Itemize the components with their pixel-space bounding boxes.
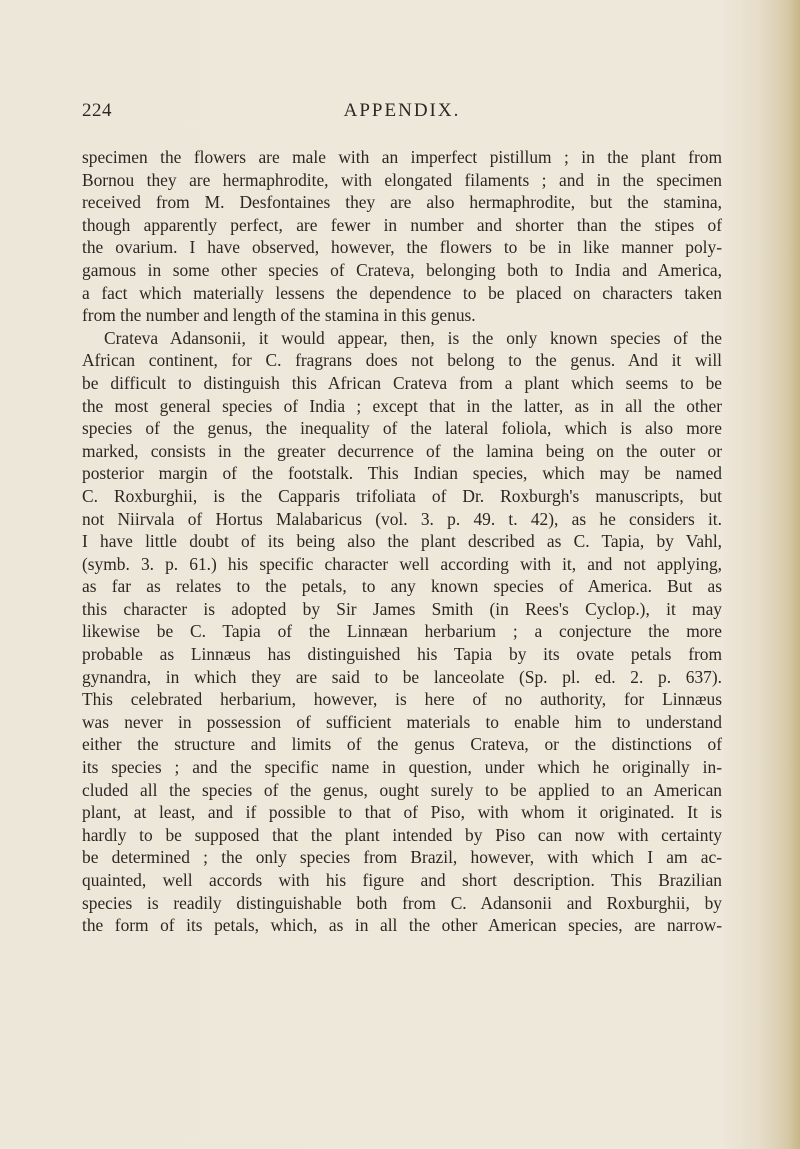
text-line: Crateva Adansonii, it would appear, then, is the only known species of the (104, 327, 722, 348)
text-line: gamous in some other species of Crateva, belonging both to India and America, (82, 259, 722, 280)
text-line: this character is adopted by Sir James Smith (in Rees's Cyclop.), it may (82, 598, 722, 619)
text-line: specimen the flowers are male with an imperfect pistillum ; in the plant from (82, 147, 722, 167)
text-line: marked, consists in the greater decurrence of the lamina being on the outer or (82, 440, 722, 461)
text-line: C. Roxburghii, is the Capparis trifoliata of Dr. Roxburgh's manuscripts, but (82, 485, 722, 506)
text-line: plant, at least, and if possible to that of Piso, with whom it originated. It is (82, 802, 722, 823)
text-line: (symb. 3. p. 61.) his specific character well according with it, and not applying, (82, 553, 722, 574)
text-line: African continent, for C. fragrans does not belong to the genus. And it will (82, 350, 722, 371)
text-line: species is readily distinguishable both from C. Adansonii and Roxburghii, by (82, 892, 722, 913)
page-number: 224 (82, 100, 112, 121)
text-line: though apparently perfect, are fewer in number and shorter than the stipes of (82, 214, 722, 235)
text-line: as far as relates to the petals, to any known species of America. But as (82, 576, 722, 597)
text-line: gynandra, in which they are said to be lanceolate (Sp. pl. ed. 2. p. 637). (82, 666, 722, 687)
text-line: not Niirvala of Hortus Malabaricus (vol. 3. p. 49. t. 42), as he considers it. (82, 508, 722, 529)
text-line: hardly to be supposed that the plant intended by Piso can now with certainty (82, 824, 722, 845)
page-edge-stain (760, 0, 800, 1149)
text-line: Bornou they are hermaphrodite, with elongated filaments ; and in the specimen (82, 169, 722, 190)
text-line: cluded all the species of the genus, ought surely to be applied to an American (82, 779, 722, 800)
text-line: I have little doubt of its being also the plant described as C. Tapia, by Vahl, (82, 531, 722, 552)
text-line: likewise be C. Tapia of the Linnæan herbarium ; a conjecture the more (82, 621, 722, 642)
page-header (82, 100, 722, 130)
text-line: be determined ; the only species from Brazil, however, with which I am ac- (82, 847, 722, 868)
text-line: a fact which materially lessens the dependence to be placed on characters taken (82, 282, 722, 303)
text-line: posterior margin of the footstalk. This Indian species, which may be named (82, 463, 722, 484)
text-line: either the structure and limits of the genus Crateva, or the distinctions of (82, 734, 722, 755)
text-line: quainted, well accords with his figure and short description. This Brazilian (82, 870, 722, 890)
text-line: This celebrated herbarium, however, is here of no authority, for Linnæus (82, 689, 722, 710)
text-line: probable as Linnæus has distinguished his Tapia by its ovate petals from (82, 644, 722, 665)
text-line: from the number and length of the stamina in this genus. (82, 305, 476, 326)
text-line: be difficult to distinguish this African Crateva from a plant which seems to be (82, 372, 722, 393)
text-line: its species ; and the specific name in question, under which he originally in- (82, 757, 722, 778)
text-line: species of the genus, the inequality of the lateral foliola, which is also more (82, 418, 722, 439)
text-line: was never in possession of sufficient materials to enable him to understand (82, 711, 722, 732)
text-line: the most general species of India ; except that in the latter, as in all the other (82, 395, 722, 416)
text-line: the ovarium. I have observed, however, the flowers to be in like manner poly- (82, 237, 722, 258)
running-head: APPENDIX. (343, 100, 461, 121)
body-text (82, 146, 722, 937)
text-line: received from M. Desfontaines they are also hermaphrodite, but the stamina, (82, 192, 722, 213)
text-line: the form of its petals, which, as in all the other American species, are narrow- (82, 915, 722, 936)
